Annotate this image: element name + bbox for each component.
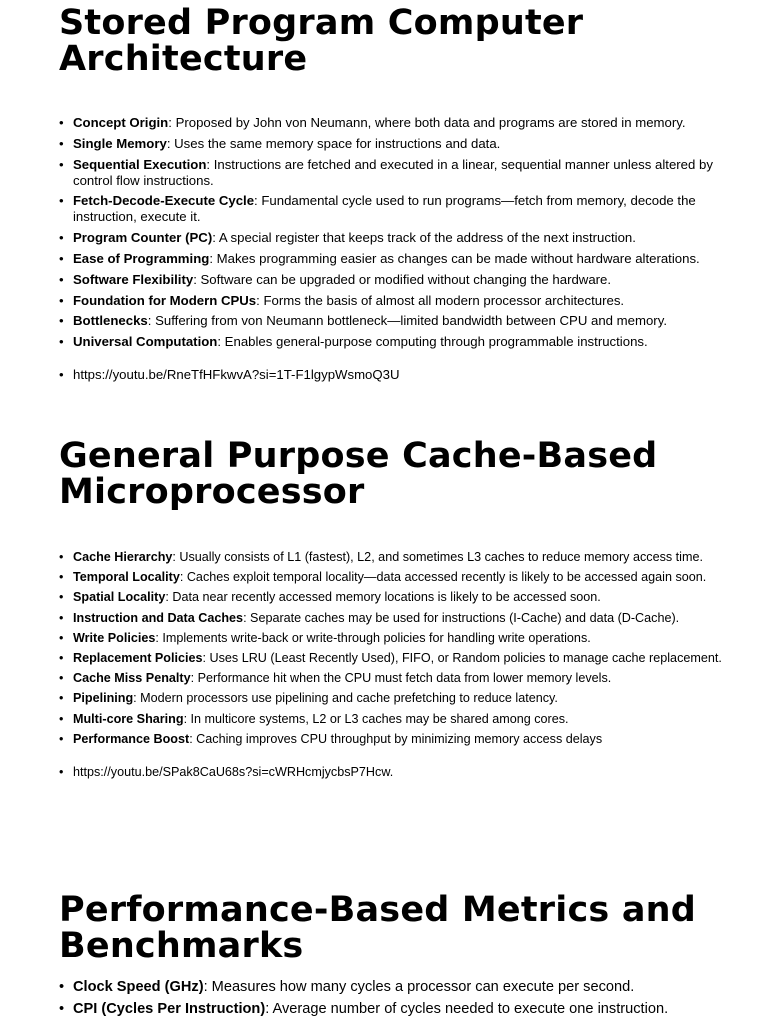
link-list bbox=[59, 764, 729, 780]
item-term: CPI (Cycles Per Instruction) bbox=[73, 1001, 266, 1017]
list-item bbox=[59, 630, 729, 646]
list-item bbox=[59, 193, 729, 225]
item-term: Pipelining bbox=[73, 691, 134, 706]
bullet-list bbox=[59, 978, 729, 1018]
item-term: Replacement Policies bbox=[73, 650, 203, 665]
bullet-list bbox=[59, 115, 729, 350]
item-term: Cache Hierarchy bbox=[73, 550, 173, 564]
list-item bbox=[59, 1000, 729, 1018]
list-item bbox=[59, 690, 729, 706]
list-item bbox=[59, 670, 729, 686]
item-text: : Instructions are fetched and executed in a linear, sequential manner unless altered by control flow instructions. bbox=[73, 156, 713, 188]
item-text: : Makes programming easier as changes can be made without hardware alterations. bbox=[209, 250, 700, 266]
item-term: Foundation for Modern CPUs bbox=[73, 292, 257, 308]
section-cache-microprocessor bbox=[59, 438, 729, 784]
item-text: : Average number of cycles needed to execute one instruction. bbox=[265, 1001, 669, 1017]
item-text: : Software can be upgraded or modified without changing the hardware. bbox=[193, 271, 612, 287]
item-text: : Fundamental cycle used to run programs—fetch from memory, decode the instruction, execute it. bbox=[73, 193, 696, 225]
item-text: : Separate caches may be used for instructions (I-Cache) and data (D-Cache). bbox=[243, 610, 680, 625]
list-item bbox=[59, 313, 729, 329]
link-list bbox=[59, 367, 729, 383]
list-item bbox=[59, 230, 729, 246]
list-item bbox=[59, 549, 729, 565]
section-performance-metrics bbox=[59, 892, 729, 1022]
item-text: : A special register that keeps track of the address of the next instruction. bbox=[212, 230, 636, 246]
list-item bbox=[59, 272, 729, 288]
item-term: Instruction and Data Caches bbox=[73, 610, 244, 625]
item-text: : Modern processors use pipelining and cache prefetching to reduce latency. bbox=[133, 691, 558, 706]
item-term: Program Counter (PC) bbox=[73, 230, 213, 246]
video-link[interactable]: • https://youtu.be/SPak8CaU68s?si=cWRHcmjycbsP7Hcw. bbox=[59, 764, 729, 780]
item-text: : Usually consists of L1 (fastest), L2, and sometimes L3 caches to reduce memory access time. bbox=[172, 550, 703, 564]
item-text: : Caching improves CPU throughput by minimizing memory access delays bbox=[189, 731, 603, 746]
item-text: : Enables general-purpose computing through programmable instructions. bbox=[217, 334, 648, 350]
item-term: Temporal Locality bbox=[73, 570, 180, 585]
item-term: Multi-core Sharing bbox=[73, 711, 184, 726]
item-term: Clock Speed (GHz) bbox=[73, 979, 204, 995]
list-item bbox=[59, 589, 729, 605]
item-text: : Performance hit when the CPU must fetch data from lower memory levels. bbox=[190, 671, 612, 686]
list-item bbox=[59, 978, 729, 996]
list-item bbox=[59, 136, 729, 152]
item-term: Performance Boost bbox=[73, 731, 190, 746]
video-link[interactable]: • https://youtu.be/RneTfHFkwvA?si=1T-F1lgypWsmoQ3U bbox=[59, 367, 729, 383]
item-text: : In multicore systems, L2 or L3 caches may be shared among cores. bbox=[183, 711, 569, 726]
item-term: Write Policies bbox=[73, 630, 156, 645]
item-term: Cache Miss Penalty bbox=[73, 671, 191, 686]
list-item bbox=[59, 650, 729, 666]
list-item bbox=[59, 731, 729, 747]
section-title: Stored Program Computer Architecture bbox=[59, 3, 584, 79]
item-term: Single Memory bbox=[73, 135, 167, 151]
item-term: Fetch-Decode-Execute Cycle bbox=[73, 193, 255, 209]
section-stored-program bbox=[59, 5, 729, 388]
item-text: : Forms the basis of almost all modern processor architectures. bbox=[256, 292, 625, 308]
list-item bbox=[59, 157, 729, 189]
item-text: : Caches exploit temporal locality—data accessed recently is likely to be accessed again soon. bbox=[179, 570, 707, 585]
bullet-list bbox=[59, 549, 729, 747]
list-item bbox=[59, 711, 729, 727]
item-term: Software Flexibility bbox=[73, 271, 194, 287]
item-term: Concept Origin bbox=[73, 115, 169, 130]
item-text: : Uses LRU (Least Recently Used), FIFO, or Random policies to manage cache replacement. bbox=[202, 650, 722, 665]
item-text: : Suffering from von Neumann bottleneck—limited bandwidth between CPU and memory. bbox=[147, 313, 667, 329]
list-item bbox=[59, 569, 729, 585]
item-term: Bottlenecks bbox=[73, 313, 148, 329]
list-item bbox=[59, 251, 729, 267]
item-text: : Implements write-back or write-through policies for handling write operations. bbox=[155, 630, 591, 645]
item-text: : Proposed by John von Neumann, where both data and programs are stored in memory. bbox=[168, 115, 686, 130]
list-item bbox=[59, 115, 729, 131]
item-text: : Measures how many cycles a processor can execute per second. bbox=[203, 979, 635, 995]
item-term: Universal Computation bbox=[73, 334, 218, 350]
list-item bbox=[59, 334, 729, 350]
section-title: Performance-Based Metrics and Benchmarks bbox=[59, 890, 697, 966]
item-text: : Uses the same memory space for instructions and data. bbox=[166, 135, 501, 151]
list-item bbox=[59, 610, 729, 626]
item-term: Spatial Locality bbox=[73, 590, 166, 605]
section-title: General Purpose Cache-Based Microprocessor bbox=[59, 436, 658, 512]
list-item bbox=[59, 293, 729, 309]
item-text: : Data near recently accessed memory locations is likely to be accessed soon. bbox=[165, 590, 601, 605]
item-term: Sequential Execution bbox=[73, 156, 207, 172]
item-term: Ease of Programming bbox=[73, 250, 210, 266]
